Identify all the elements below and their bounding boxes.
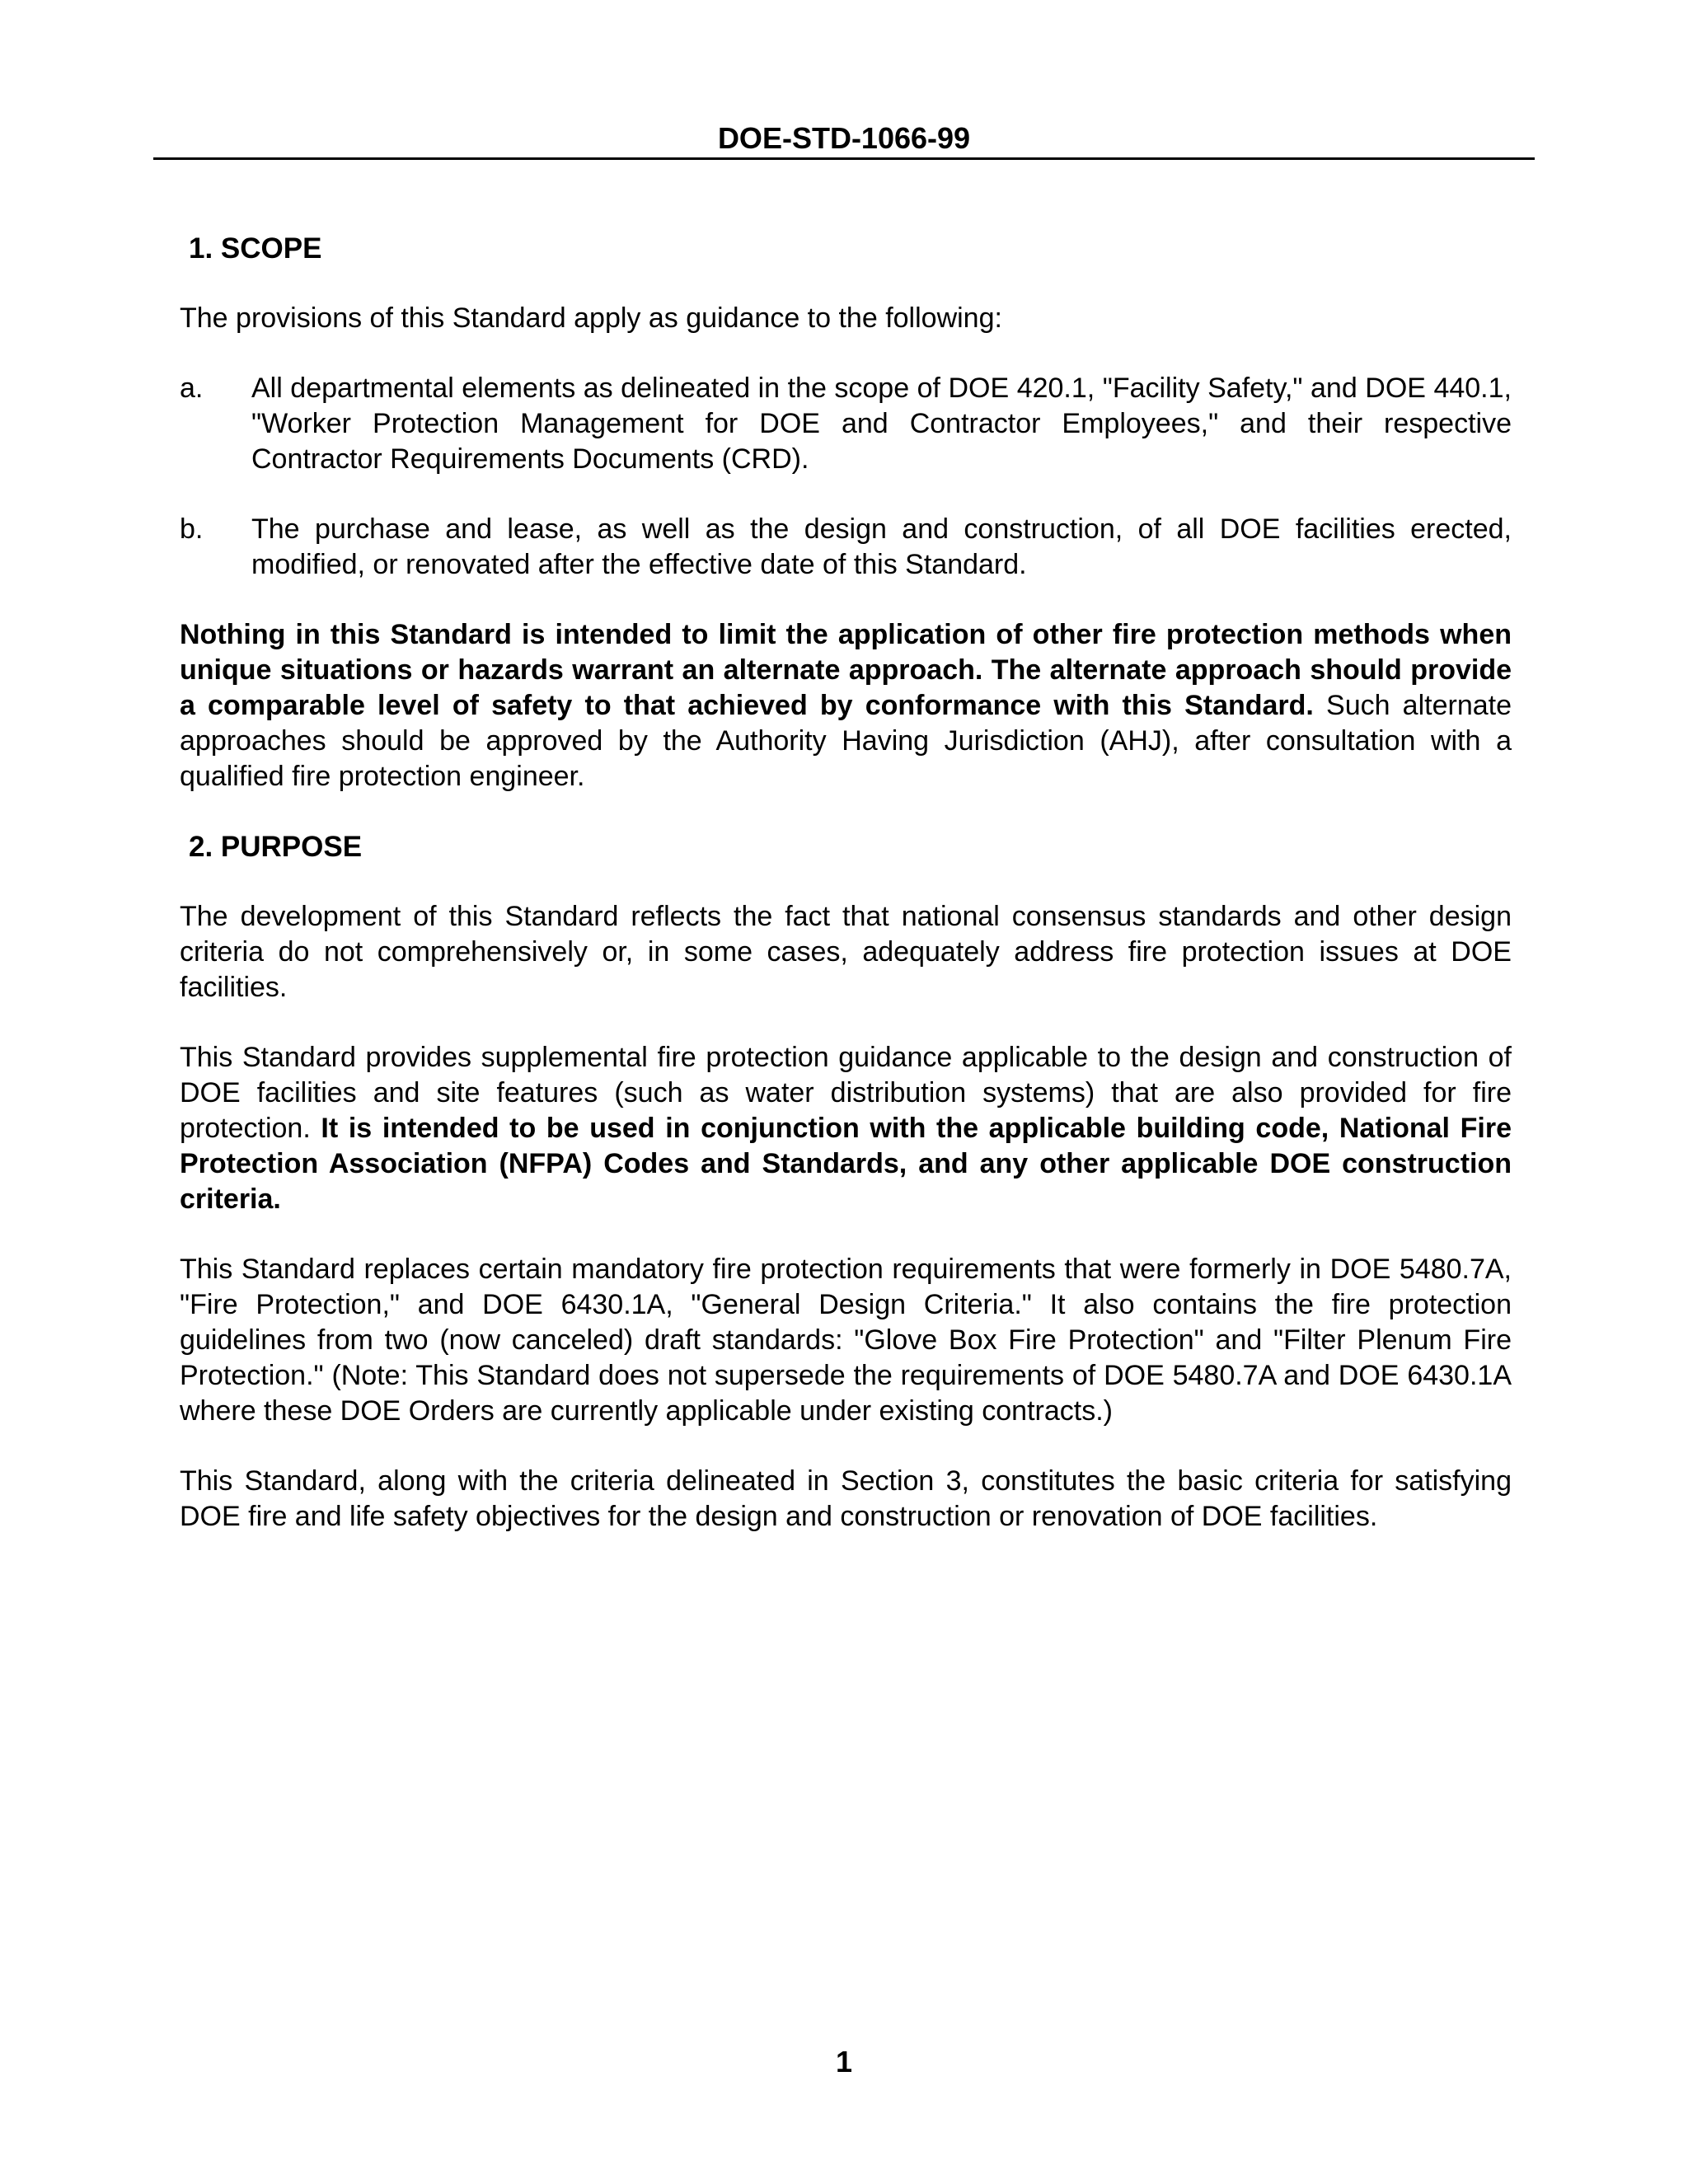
purpose-paragraph-2	[180, 1040, 1512, 1217]
list-item-text: The purchase and lease, as well as the design and construction, of all DOE facilities erected, modified, or renovated after the effective date of this Standard.	[251, 513, 1512, 580]
purpose-paragraph-2-bold: It is intended to be used in conjunction with the applicable building code, National Fire Protection Association (NFPA) Codes and Standards, and any other applicable DOE construction criteria.	[180, 1113, 1512, 1215]
page-number: 1	[835, 2045, 853, 2079]
list-marker: b.	[180, 513, 204, 545]
purpose-paragraph-1: The development of this Standard reflects the fact that national consensus standards and other design criteria do not comprehensively or, in some cases, adequately address fire protection issues at DOE facilities.	[180, 901, 1512, 1003]
list-item	[180, 371, 1512, 477]
scope-note-regular: Such alternate approaches should be approved by the Authority Having Jurisdiction (AHJ), after consultation with a qualified fire protection engineer.	[180, 690, 1512, 792]
purpose-paragraph-3: This Standard replaces certain mandatory fire protection requirements that were formerly in DOE 5480.7A, "Fire Protection," and DOE 6430.1A, "General Design Criteria." It also contains the fire protection guidelines from two (now canceled) draft standards: "Glove Box Fire Protection" and "Filter Plenum Fire Protection." (Note: This Standard does not supersede the requirements of DOE 5480.7A and DOE 6430.1A where these DOE Orders are currently applicable under existing contracts.)	[180, 1254, 1512, 1427]
purpose-paragraph-2-regular: This Standard provides supplemental fire protection guidance applicable to the design and construction of DOE facilities and site features (such as water distribution systems) that are also provided for fire protection.	[180, 1042, 1512, 1144]
section-heading-purpose: 2. PURPOSE	[189, 831, 363, 863]
page-content	[180, 231, 1512, 1569]
scope-intro: The provisions of this Standard apply as guidance to the following:	[180, 302, 1002, 334]
document-id: DOE-STD-1066-99	[717, 121, 971, 155]
purpose-paragraph-4: This Standard, along with the criteria delineated in Section 3, constitutes the basic criteria for satisfying DOE fire and life safety objectives for the design and construction or renovation of DOE facilities.	[180, 1465, 1512, 1532]
list-marker: a.	[180, 373, 204, 404]
page-header	[153, 115, 1535, 160]
section-heading-scope: 1. SCOPE	[189, 232, 322, 265]
list-item	[180, 512, 1512, 583]
scope-note-bold: Nothing in this Standard is intended to limit the application of other fire protection methods when unique situations or hazards warrant an alternate approach. The alternate approach should provide a comparable level of safety to that achieved by conformance with this Standard.	[180, 619, 1512, 721]
scope-note-paragraph	[180, 617, 1512, 794]
list-item-text: All departmental elements as delineated in the scope of DOE 420.1, "Facility Safety," and DOE 440.1, "Worker Protection Management for DOE and Contractor Employees," and their respective Contractor Requirements Documents (CRD).	[251, 373, 1512, 475]
